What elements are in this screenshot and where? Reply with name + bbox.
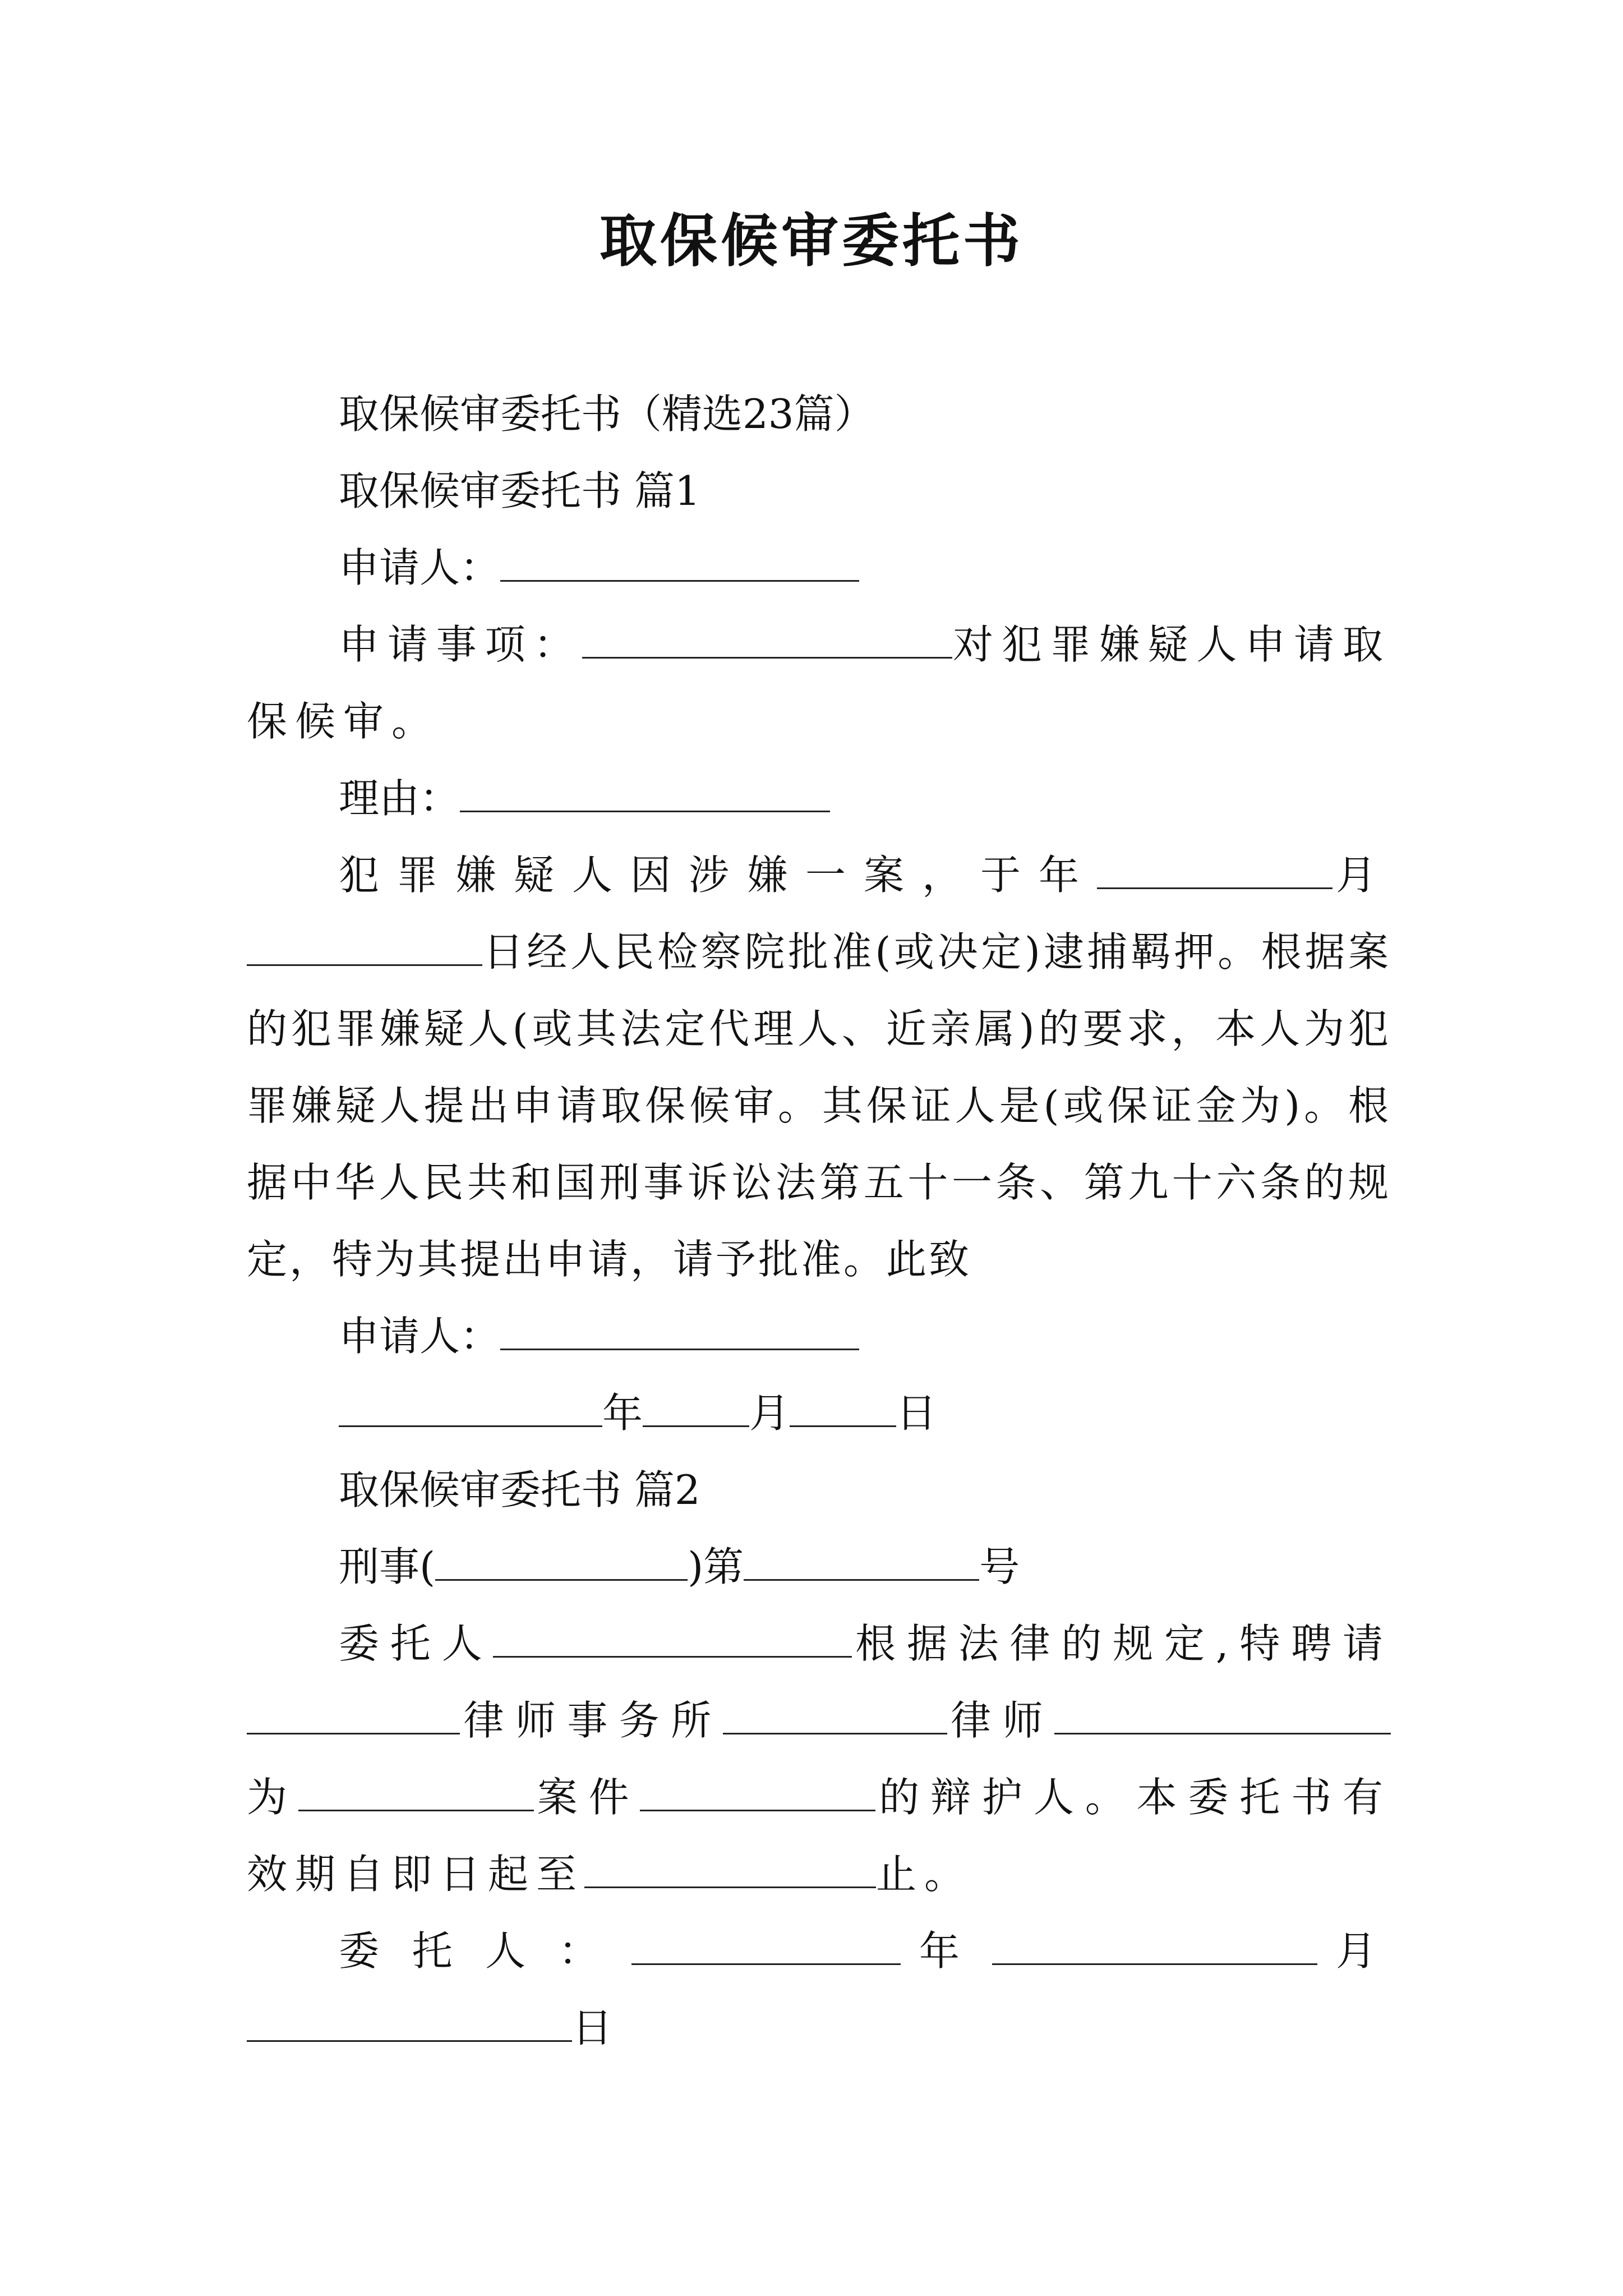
date-line — [247, 1375, 1391, 1452]
lawyer-text: 律师 — [947, 1697, 1054, 1744]
signer-label: 申请人： — [339, 1313, 501, 1360]
case-number-line — [247, 1529, 1391, 1605]
client-blank — [493, 1622, 852, 1658]
matter-line — [247, 606, 1391, 760]
section1-paragraph — [247, 837, 1391, 1298]
sign-day-blank — [247, 2007, 572, 2042]
signer-blank — [500, 1315, 859, 1350]
document-body — [247, 376, 1391, 2067]
date-year-blank — [339, 1392, 602, 1427]
section2-heading: 取保候审委托书 篇2 — [339, 1466, 700, 1513]
case-name-blank — [640, 1776, 875, 1811]
sign-line — [247, 1913, 1391, 2067]
sign-month-blank — [992, 1930, 1317, 1965]
case-prefix: 刑事( — [339, 1543, 436, 1590]
date-month-blank — [643, 1392, 749, 1427]
document-title: 取保候审委托书 — [600, 208, 1023, 275]
date-year: 年 — [602, 1389, 643, 1437]
section1-heading: 取保候审委托书 篇1 — [339, 467, 700, 514]
applicant-line — [247, 530, 1391, 606]
para1-blank-1 — [1097, 854, 1332, 889]
until-blank — [584, 1853, 876, 1888]
date-day: 日 — [896, 1389, 937, 1437]
reason-blank — [460, 777, 830, 812]
subtitle: 取保候审委托书（精选23篇） — [339, 390, 875, 438]
matter-blank — [582, 623, 952, 659]
para1-c: 日经人民检察院批准(或决定)逮捕羁押。根据案的犯罪嫌疑人(或其法定代理人、近亲属)的要求，本人为犯罪嫌疑人提出申请取保候审。其保证人是(或保证金为)。根据中华人民共和国刑事诉讼法第五十一条、第九十六条的规定，特为其提出申请，请予批准。此致 — [247, 928, 1391, 1283]
firm-blank — [247, 1699, 460, 1734]
para1-b: 月 — [1332, 852, 1391, 899]
client-label: 委托人 — [339, 1620, 494, 1667]
defender-text: 的辩护人。本委托书有效期自即日起至 — [247, 1774, 1391, 1898]
para1-a: 犯罪嫌疑人因涉嫌一案，于年 — [339, 852, 1097, 899]
matter-label: 申请事项： — [339, 621, 583, 668]
sign-label: 委托人： — [339, 1927, 632, 1975]
signer-line — [247, 1298, 1391, 1375]
case-suffix: 号 — [979, 1543, 1020, 1590]
sign-month: 月 — [1317, 1927, 1391, 1975]
reason-label: 理由： — [339, 775, 460, 822]
para1-blank-2 — [247, 931, 482, 966]
for-text: 为 — [247, 1774, 298, 1821]
case-text: 案件 — [533, 1774, 640, 1821]
date-month: 月 — [749, 1389, 790, 1437]
client-text: 根据法律的规定,特聘请 — [852, 1620, 1391, 1667]
sign-year: 年 — [901, 1927, 993, 1975]
sign-year-blank — [631, 1930, 901, 1965]
applicant-label: 申请人： — [339, 544, 501, 591]
client-paragraph — [247, 1605, 1391, 1913]
until-text: 止。 — [876, 1851, 973, 1898]
case-blank-2 — [744, 1545, 979, 1581]
matter-text: 对犯罪嫌疑人申请取保候审。 — [247, 621, 1391, 745]
firm-text: 律师事务所 — [460, 1697, 723, 1744]
lawyer-blank — [723, 1699, 947, 1734]
lawyer-name-blank — [1054, 1699, 1391, 1734]
sign-day: 日 — [572, 2004, 628, 2051]
reason-line — [247, 760, 1391, 837]
applicant-blank — [500, 546, 859, 582]
case-mid: )第 — [688, 1543, 744, 1590]
case-blank-1 — [435, 1545, 688, 1581]
date-day-blank — [790, 1392, 896, 1427]
for-blank — [298, 1776, 534, 1811]
